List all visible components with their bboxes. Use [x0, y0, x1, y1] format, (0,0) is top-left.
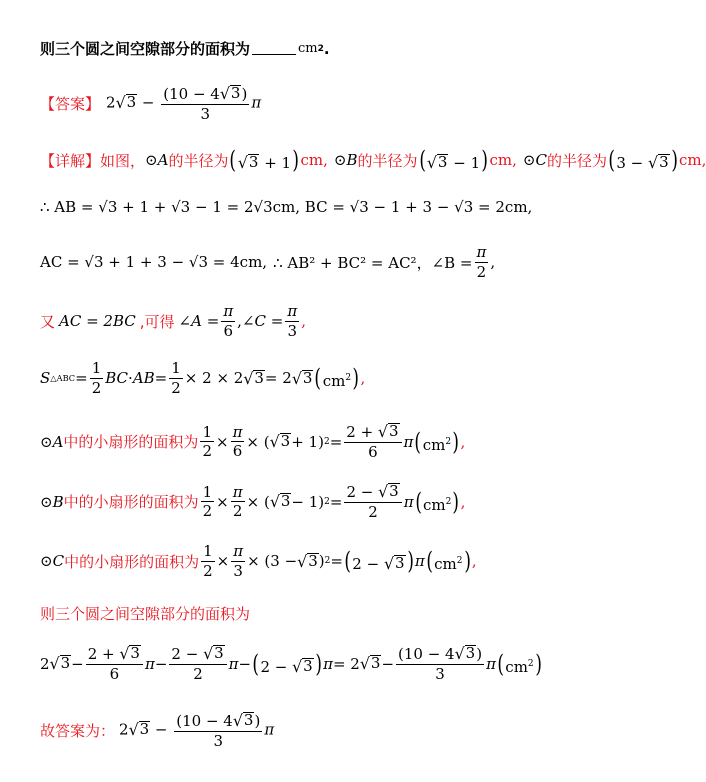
c-radius-text: 的半径为	[546, 151, 607, 170]
sum-equation: 2 √ 3 − 2 + √ 3 6 π − 2 − √ 3 2 π − (2 − √ 3 ) π = 2 √ 3 − (10 − 4 √ 3 ) 3 π $(cm^2)$	[40, 644, 542, 683]
c-unit: cm,	[678, 151, 706, 169]
detail-line: 【详解】 如图， ⊙A 的半径为 ( √ 3 + 1) cm, ⊙B 的半径为 ( √ 3 − 1) cm, ⊙C 的半径为 (3 − √ 3 ) cm,	[40, 146, 706, 174]
final-answer-line: 故答案为： 2 √ 3 − (10 − 4 √ 3 ) 3 π	[40, 711, 275, 750]
ac-2bc: AC = 2BC	[59, 312, 136, 330]
a-unit: cm,	[300, 151, 328, 169]
detail-label: 【详解】	[40, 151, 101, 170]
you-text: 又	[40, 312, 56, 331]
answer-line	[40, 85, 261, 122]
sector-a-line: ⊙A 中的小扇形的面积为 $\frac{1}{2}$ × $\frac{\pi}{6}$ × ( √ 3 + 1) 2 = 2 + √ 3 6 π $(cm^2)$ ,	[40, 422, 466, 461]
sector-c-line: ⊙C 中的小扇形的面积为 $\frac{1}{2}$ × $\frac{\pi}{3}$ × (3 − √ 3 ) 2 = (2 − √ 3 ) π $(cm^2)$ ,	[40, 542, 477, 580]
a-radius-text: 的半径为	[168, 151, 229, 170]
circle-a: ⊙A	[145, 151, 169, 169]
ab-bc-text: ∴ AB = √3 + 1 + √3 − 1 = 2√3cm, BC = √3 − 1 + 3 − √3 = 2cm,	[40, 198, 533, 216]
sector-a-text: 中的小扇形的面积为	[63, 433, 199, 451]
ab-bc-line	[40, 198, 532, 216]
ac-line: AC = √3 + 1 + 3 − √3 = 4cm, ∴ AB² + BC² = AC²，∠B = $\frac{\pi}{2}$ ,	[40, 243, 496, 281]
sector-b-text: 中的小扇形的面积为	[63, 493, 199, 511]
ke-de-text: ,可得	[139, 312, 175, 331]
sum-text: 则三个圆之间空隙部分的面积为	[40, 605, 251, 623]
pythag-text: ∴ AB² + BC² = AC²，∠B =	[273, 253, 473, 272]
unit-cm: cm	[298, 41, 318, 56]
question-end: .	[323, 39, 330, 58]
sector-b-line: ⊙B 中的小扇形的面积为 $\frac{1}{2}$ × $\frac{\pi}{2}$ × ( √ 3 − 1) 2 = 2 − √ 3 2 π $(cm^2)$ ,	[40, 482, 466, 521]
question-text: 则三个圆之间空隙部分的面积为	[40, 40, 251, 58]
question-line	[40, 38, 330, 59]
answer-blank	[252, 42, 296, 55]
unit-exp: 2	[317, 43, 324, 54]
sector-c-text: 中的小扇形的面积为	[64, 552, 200, 571]
detail-intro: 如图，	[100, 151, 146, 170]
answer-label: 【答案】	[40, 95, 101, 113]
triangle-area-line: S △ABC = $\frac{1}{2}$ BC · AB = $\frac{1}{2}$ × 2 × 2 √ 3 = 2 √ 3 $(cm^2)$ ,	[40, 359, 366, 397]
circle-c: ⊙C	[522, 151, 547, 169]
circle-b: ⊙B	[333, 151, 358, 169]
ac-text: AC = √3 + 1 + 3 − √3 = 4cm,	[40, 253, 268, 271]
ac-2bc-line: 又 AC = 2BC ,可得 ∠A = $\frac{\pi}{6}$ , ∠C = $\frac{\pi}{3}$ ,	[40, 302, 306, 340]
b-radius-text: 的半径为	[357, 151, 418, 170]
b-unit: cm,	[489, 151, 517, 169]
sum-heading	[40, 603, 250, 624]
answer-expr: 2 √ 3 − (10 − 4 √ 3 ) 3 π	[106, 84, 262, 123]
final-label: 故答案为：	[40, 722, 116, 740]
